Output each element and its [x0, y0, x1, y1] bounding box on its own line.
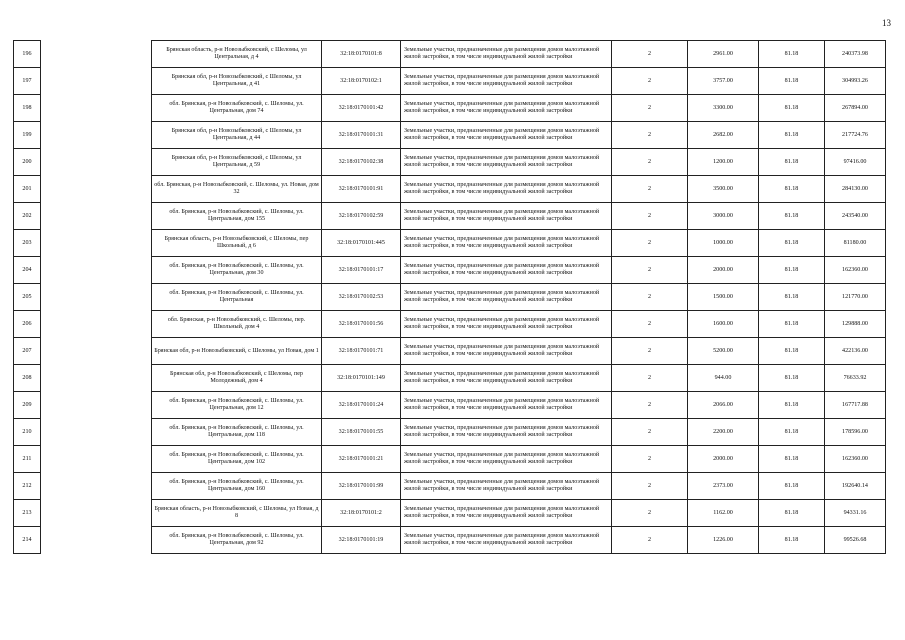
address-cell: обл. Брянская, р-н Новозыбковский, с. Шеломы, ул. Центральная, дом 160	[152, 473, 322, 500]
table-row	[14, 527, 886, 554]
land-use-cell: Земельные участки, предназначенные для размещения домов малоэтажной жилой застройки, в том числе индивидуальной жилой застройки	[401, 230, 612, 257]
rate-cell: 81.18	[759, 473, 825, 500]
row-number-cell: 209	[14, 392, 41, 419]
cadastral-value-cell: 284130.00	[825, 176, 886, 203]
cadastral-value-cell: 217724.76	[825, 122, 886, 149]
cadastral-number-cell: 32:18:0170102:59	[322, 203, 401, 230]
cadastral-number-cell: 32:18:0170101:42	[322, 95, 401, 122]
rate-cell: 81.18	[759, 500, 825, 527]
cadastral-number-cell: 32:18:0170101:24	[322, 392, 401, 419]
row-number-cell: 210	[14, 419, 41, 446]
spacer-cell	[41, 392, 152, 419]
land-use-cell: Земельные участки, предназначенные для размещения домов малоэтажной жилой застройки, в том числе индивидуальной жилой застройки	[401, 419, 612, 446]
group-code-cell: 2	[612, 203, 688, 230]
group-code-cell: 2	[612, 365, 688, 392]
group-code-cell: 2	[612, 419, 688, 446]
spacer-cell	[41, 527, 152, 554]
address-cell: Брянская обл, р-н Новозыбковский, с Шеломы, ул Новая, дом 1	[152, 338, 322, 365]
group-code-cell: 2	[612, 446, 688, 473]
area-cell: 1500.00	[688, 284, 759, 311]
row-number-cell: 196	[14, 41, 41, 68]
table-body	[14, 41, 886, 554]
land-use-cell: Земельные участки, предназначенные для размещения домов малоэтажной жилой застройки, в том числе индивидуальной жилой застройки	[401, 122, 612, 149]
cadastral-number-cell: 32:18:0170101:56	[322, 311, 401, 338]
cadastral-number-cell: 32:18:0170102:38	[322, 149, 401, 176]
address-cell: Брянская обл, р-н Новозыбковский, с Шеломы, ул Центральная, д 44	[152, 122, 322, 149]
spacer-cell	[41, 419, 152, 446]
rate-cell: 81.18	[759, 365, 825, 392]
group-code-cell: 2	[612, 176, 688, 203]
group-code-cell: 2	[612, 338, 688, 365]
area-cell: 2200.00	[688, 419, 759, 446]
page-number: 13	[882, 18, 891, 28]
area-cell: 1000.00	[688, 230, 759, 257]
rate-cell: 81.18	[759, 392, 825, 419]
area-cell: 944.00	[688, 365, 759, 392]
rate-cell: 81.18	[759, 419, 825, 446]
spacer-cell	[41, 68, 152, 95]
address-cell: обл. Брянская, р-н Новозыбковский, с. Шеломы, ул. Центральная, дом 92	[152, 527, 322, 554]
area-cell: 1226.00	[688, 527, 759, 554]
cadastral-value-cell: 304993.26	[825, 68, 886, 95]
row-number-cell: 208	[14, 365, 41, 392]
address-cell: обл. Брянская, р-н Новозыбковский, с. Шеломы, ул. Новая, дом 32	[152, 176, 322, 203]
cadastral-value-cell: 162360.00	[825, 257, 886, 284]
cadastral-number-cell: 32:18:0170101:19	[322, 527, 401, 554]
table-row	[14, 230, 886, 257]
rate-cell: 81.18	[759, 122, 825, 149]
group-code-cell: 2	[612, 257, 688, 284]
rate-cell: 81.18	[759, 230, 825, 257]
table-row	[14, 338, 886, 365]
address-cell: обл. Брянская, р-н Новозыбковский, с. Шеломы, ул. Центральная	[152, 284, 322, 311]
cadastral-value-cell: 167717.88	[825, 392, 886, 419]
cadastral-value-cell: 240373.98	[825, 41, 886, 68]
address-cell: Брянская обл, р-н Новозыбковский, с Шеломы, пер Молодежный, дом 4	[152, 365, 322, 392]
land-use-cell: Земельные участки, предназначенные для размещения домов малоэтажной жилой застройки, в том числе индивидуальной жилой застройки	[401, 446, 612, 473]
row-number-cell: 203	[14, 230, 41, 257]
address-cell: обл. Брянская, р-н Новозыбковский, с. Шеломы, ул. Центральная, дом 118	[152, 419, 322, 446]
area-cell: 2373.00	[688, 473, 759, 500]
table-row	[14, 500, 886, 527]
group-code-cell: 2	[612, 473, 688, 500]
spacer-cell	[41, 257, 152, 284]
land-use-cell: Земельные участки, предназначенные для размещения домов малоэтажной жилой застройки, в том числе индивидуальной жилой застройки	[401, 41, 612, 68]
address-cell: обл. Брянская, р-н Новозыбковский, с. Шеломы, пер. Школьный, дом 4	[152, 311, 322, 338]
cadastral-number-cell: 32:18:0170101:99	[322, 473, 401, 500]
table-row	[14, 95, 886, 122]
area-cell: 2682.00	[688, 122, 759, 149]
address-cell: обл. Брянская, р-н Новозыбковский, с. Шеломы, ул. Центральная, дом 102	[152, 446, 322, 473]
land-use-cell: Земельные участки, предназначенные для размещения домов малоэтажной жилой застройки, в том числе индивидуальной жилой застройки	[401, 284, 612, 311]
rate-cell: 81.18	[759, 284, 825, 311]
table-row	[14, 68, 886, 95]
row-number-cell: 202	[14, 203, 41, 230]
land-plots-table	[13, 40, 886, 554]
table-row	[14, 122, 886, 149]
area-cell: 3000.00	[688, 203, 759, 230]
area-cell: 5200.00	[688, 338, 759, 365]
spacer-cell	[41, 311, 152, 338]
area-cell: 2000.00	[688, 257, 759, 284]
row-number-cell: 197	[14, 68, 41, 95]
cadastral-value-cell: 121770.00	[825, 284, 886, 311]
spacer-cell	[41, 338, 152, 365]
table-row	[14, 311, 886, 338]
cadastral-value-cell: 267894.00	[825, 95, 886, 122]
row-number-cell: 199	[14, 122, 41, 149]
area-cell: 2000.00	[688, 446, 759, 473]
spacer-cell	[41, 473, 152, 500]
table-row	[14, 473, 886, 500]
rate-cell: 81.18	[759, 149, 825, 176]
spacer-cell	[41, 500, 152, 527]
area-cell: 3500.00	[688, 176, 759, 203]
cadastral-value-cell: 422136.00	[825, 338, 886, 365]
cadastral-number-cell: 32:18:0170101:55	[322, 419, 401, 446]
row-number-cell: 198	[14, 95, 41, 122]
area-cell: 3300.00	[688, 95, 759, 122]
area-cell: 2961.00	[688, 41, 759, 68]
table-row	[14, 176, 886, 203]
cadastral-value-cell: 178596.00	[825, 419, 886, 446]
rate-cell: 81.18	[759, 203, 825, 230]
cadastral-number-cell: 32:18:0170101:21	[322, 446, 401, 473]
cadastral-value-cell: 129888.00	[825, 311, 886, 338]
cadastral-number-cell: 32:18:0170101:8	[322, 41, 401, 68]
spacer-cell	[41, 149, 152, 176]
row-number-cell: 211	[14, 446, 41, 473]
cadastral-value-cell: 243540.00	[825, 203, 886, 230]
area-cell: 1162.00	[688, 500, 759, 527]
row-number-cell: 212	[14, 473, 41, 500]
row-number-cell: 214	[14, 527, 41, 554]
table-row	[14, 257, 886, 284]
group-code-cell: 2	[612, 230, 688, 257]
group-code-cell: 2	[612, 392, 688, 419]
cadastral-number-cell: 32:18:0170101:31	[322, 122, 401, 149]
rate-cell: 81.18	[759, 338, 825, 365]
row-number-cell: 206	[14, 311, 41, 338]
table-row	[14, 392, 886, 419]
group-code-cell: 2	[612, 500, 688, 527]
table-row	[14, 446, 886, 473]
table-row	[14, 365, 886, 392]
rate-cell: 81.18	[759, 527, 825, 554]
rate-cell: 81.18	[759, 311, 825, 338]
table-row	[14, 284, 886, 311]
cadastral-value-cell: 162360.00	[825, 446, 886, 473]
rate-cell: 81.18	[759, 446, 825, 473]
cadastral-number-cell: 32:18:0170101:445	[322, 230, 401, 257]
address-cell: Брянская обл, р-н Новозыбковский, с Шеломы, ул Центральная, д 59	[152, 149, 322, 176]
spacer-cell	[41, 203, 152, 230]
table-row	[14, 203, 886, 230]
area-cell: 3757.00	[688, 68, 759, 95]
rate-cell: 81.18	[759, 257, 825, 284]
group-code-cell: 2	[612, 95, 688, 122]
row-number-cell: 207	[14, 338, 41, 365]
spacer-cell	[41, 230, 152, 257]
spacer-cell	[41, 95, 152, 122]
land-use-cell: Земельные участки, предназначенные для размещения домов малоэтажной жилой застройки, в том числе индивидуальной жилой застройки	[401, 68, 612, 95]
cadastral-number-cell: 32:18:0170101:91	[322, 176, 401, 203]
group-code-cell: 2	[612, 68, 688, 95]
row-number-cell: 201	[14, 176, 41, 203]
cadastral-number-cell: 32:18:0170101:71	[322, 338, 401, 365]
land-use-cell: Земельные участки, предназначенные для размещения домов малоэтажной жилой застройки, в том числе индивидуальной жилой застройки	[401, 392, 612, 419]
land-use-cell: Земельные участки, предназначенные для размещения домов малоэтажной жилой застройки, в том числе индивидуальной жилой застройки	[401, 257, 612, 284]
cadastral-number-cell: 32:18:0170101:2	[322, 500, 401, 527]
cadastral-number-cell: 32:18:0170101:17	[322, 257, 401, 284]
address-cell: обл. Брянская, р-н Новозыбковский, с. Шеломы, ул. Центральная, дом 30	[152, 257, 322, 284]
address-cell: обл. Брянская, р-н Новозыбковский, с. Шеломы, ул. Центральная, дом 12	[152, 392, 322, 419]
row-number-cell: 213	[14, 500, 41, 527]
table-row	[14, 419, 886, 446]
land-use-cell: Земельные участки, предназначенные для размещения домов малоэтажной жилой застройки, в том числе индивидуальной жилой застройки	[401, 527, 612, 554]
area-cell: 1200.00	[688, 149, 759, 176]
cadastral-number-cell: 32:18:0170101:149	[322, 365, 401, 392]
spacer-cell	[41, 446, 152, 473]
area-cell: 2066.00	[688, 392, 759, 419]
cadastral-value-cell: 192640.14	[825, 473, 886, 500]
land-use-cell: Земельные участки, предназначенные для размещения домов малоэтажной жилой застройки, в том числе индивидуальной жилой застройки	[401, 311, 612, 338]
cadastral-value-cell: 99526.68	[825, 527, 886, 554]
group-code-cell: 2	[612, 311, 688, 338]
row-number-cell: 204	[14, 257, 41, 284]
rate-cell: 81.18	[759, 41, 825, 68]
address-cell: Брянская область, р-н Новозыбковский, с Шеломы, пер Школьный, д 6	[152, 230, 322, 257]
table-row	[14, 41, 886, 68]
rate-cell: 81.18	[759, 68, 825, 95]
row-number-cell: 205	[14, 284, 41, 311]
land-use-cell: Земельные участки, предназначенные для размещения домов малоэтажной жилой застройки, в том числе индивидуальной жилой застройки	[401, 203, 612, 230]
area-cell: 1600.00	[688, 311, 759, 338]
address-cell: обл. Брянская, р-н Новозыбковский, с. Шеломы, ул. Центральная, дом 74	[152, 95, 322, 122]
cadastral-number-cell: 32:18:0170102:1	[322, 68, 401, 95]
table-row	[14, 149, 886, 176]
spacer-cell	[41, 365, 152, 392]
group-code-cell: 2	[612, 122, 688, 149]
land-use-cell: Земельные участки, предназначенные для размещения домов малоэтажной жилой застройки, в том числе индивидуальной жилой застройки	[401, 176, 612, 203]
land-use-cell: Земельные участки, предназначенные для размещения домов малоэтажной жилой застройки, в том числе индивидуальной жилой застройки	[401, 365, 612, 392]
spacer-cell	[41, 41, 152, 68]
land-use-cell: Земельные участки, предназначенные для размещения домов малоэтажной жилой застройки, в том числе индивидуальной жилой застройки	[401, 338, 612, 365]
land-use-cell: Земельные участки, предназначенные для размещения домов малоэтажной жилой застройки, в том числе индивидуальной жилой застройки	[401, 473, 612, 500]
group-code-cell: 2	[612, 149, 688, 176]
row-number-cell: 200	[14, 149, 41, 176]
cadastral-value-cell: 94331.16	[825, 500, 886, 527]
cadastral-value-cell: 81180.00	[825, 230, 886, 257]
cadastral-value-cell: 76633.92	[825, 365, 886, 392]
rate-cell: 81.18	[759, 176, 825, 203]
land-use-cell: Земельные участки, предназначенные для размещения домов малоэтажной жилой застройки, в том числе индивидуальной жилой застройки	[401, 95, 612, 122]
cadastral-value-cell: 97416.00	[825, 149, 886, 176]
address-cell: обл. Брянская, р-н Новозыбковский, с. Шеломы, ул. Центральная, дом 155	[152, 203, 322, 230]
spacer-cell	[41, 284, 152, 311]
address-cell: Брянская область, р-н Новозыбковский, с Шеломы, ул Центральная, д 4	[152, 41, 322, 68]
group-code-cell: 2	[612, 284, 688, 311]
spacer-cell	[41, 176, 152, 203]
rate-cell: 81.18	[759, 95, 825, 122]
address-cell: Брянская область, р-н Новозыбковский, с Шеломы, ул Новая, д 8	[152, 500, 322, 527]
group-code-cell: 2	[612, 527, 688, 554]
address-cell: Брянская обл, р-н Новозыбковский, с Шеломы, ул Центральная, д 41	[152, 68, 322, 95]
cadastral-number-cell: 32:18:0170102:53	[322, 284, 401, 311]
land-use-cell: Земельные участки, предназначенные для размещения домов малоэтажной жилой застройки, в том числе индивидуальной жилой застройки	[401, 149, 612, 176]
group-code-cell: 2	[612, 41, 688, 68]
land-use-cell: Земельные участки, предназначенные для размещения домов малоэтажной жилой застройки, в том числе индивидуальной жилой застройки	[401, 500, 612, 527]
spacer-cell	[41, 122, 152, 149]
